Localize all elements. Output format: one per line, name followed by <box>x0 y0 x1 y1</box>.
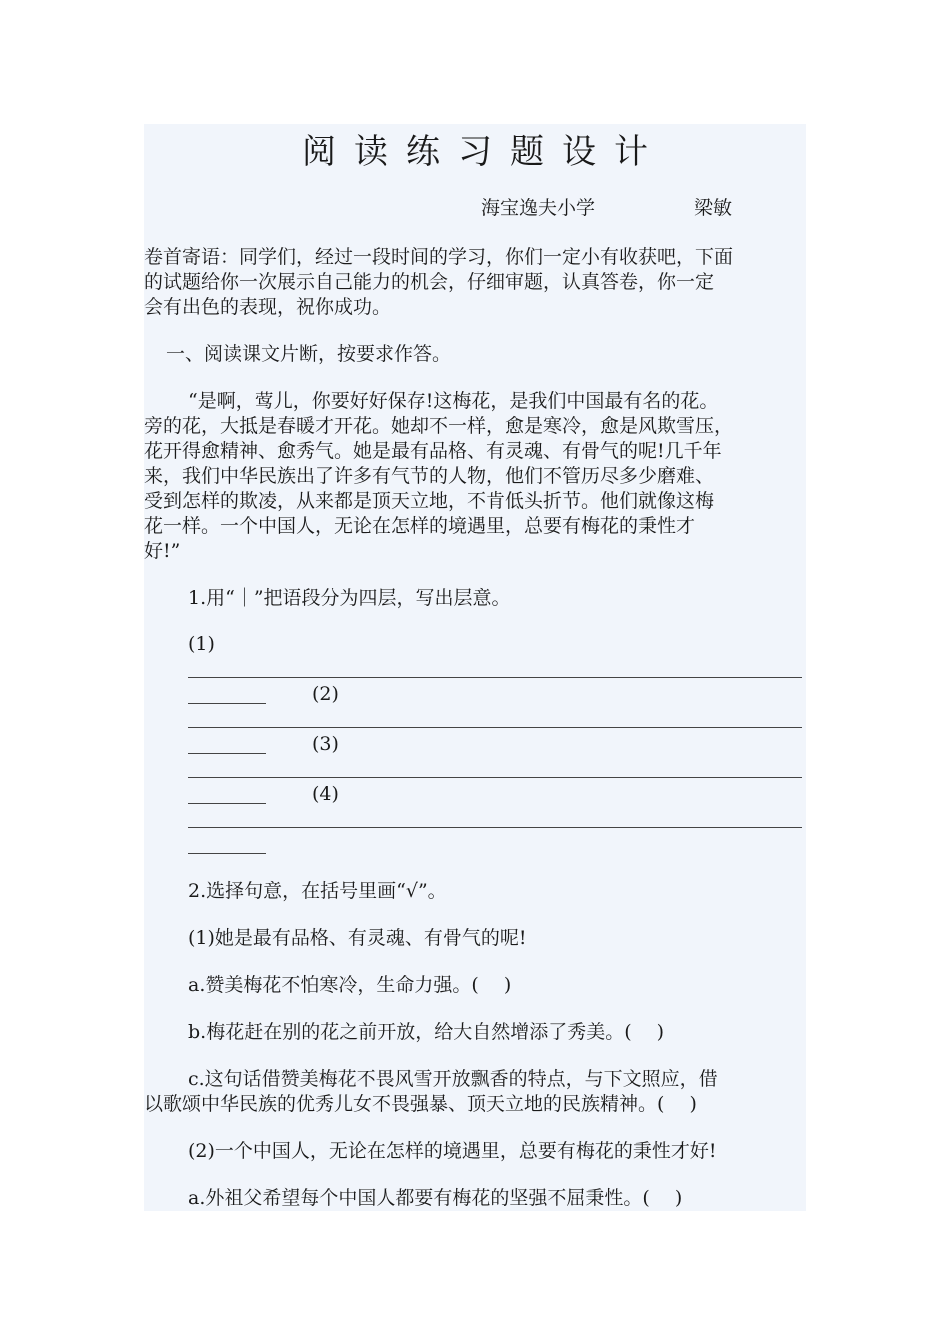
passage-line: 好!” <box>144 540 181 562</box>
answer-blank-2[interactable] <box>188 727 802 728</box>
option-a2[interactable]: a.外祖父希望每个中国人都要有梅花的坚强不屈秉性。( ) <box>188 1187 683 1209</box>
blank-label-1: (1) <box>188 633 215 655</box>
intro-line: 会有出色的表现，祝你成功。 <box>144 296 392 318</box>
question-2: 2.选择句意，在括号里画“√”。 <box>188 880 447 902</box>
passage-line: 花开得愈精神、愈秀气。她是最有品格、有灵魂、有骨气的呢!几千年 <box>144 440 722 462</box>
option-b1[interactable]: b.梅花赶在别的花之前开放，给大自然增添了秀美。( ) <box>188 1021 665 1043</box>
question-1: 1.用“｜”把语段分为四层，写出层意。 <box>188 587 511 609</box>
sub-question-2: (2)一个中国人，无论在怎样的境遇里，总要有梅花的秉性才好! <box>188 1140 717 1162</box>
passage-line: 花一样。一个中国人，无论在怎样的境遇里，总要有梅花的秉性才 <box>144 515 696 537</box>
answer-blank-2-end[interactable] <box>188 753 266 754</box>
document-title: 阅读练习题设计 <box>302 132 666 172</box>
answer-blank-1[interactable] <box>188 677 802 678</box>
author-name: 梁敏 <box>694 197 733 219</box>
passage-line: “是啊，莺儿，你要好好保存!这梅花，是我们中国最有名的花。 <box>188 390 719 412</box>
option-a1[interactable]: a.赞美梅花不怕寒冷，生命力强。( ) <box>188 974 512 996</box>
intro-line: 卷首寄语：同学们，经过一段时间的学习，你们一定小有收获吧，下面 <box>144 246 734 268</box>
answer-blank-3-end[interactable] <box>188 803 266 804</box>
passage-line: 旁的花，大抵是春暖才开花。她却不一样，愈是寒冷，愈是风欺雪压， <box>144 415 734 437</box>
intro-line: 的试题给你一次展示自己能力的机会，仔细审题，认真答卷，你一定 <box>144 271 715 293</box>
answer-blank-3[interactable] <box>188 777 802 778</box>
passage-line: 来，我们中华民族出了许多有气节的人物，他们不管历尽多少磨难、 <box>144 465 715 487</box>
answer-blank-1-end[interactable] <box>188 703 266 704</box>
blank-label-3: (3) <box>312 733 339 755</box>
section-heading: 一、阅读课文片断，按要求作答。 <box>166 343 452 365</box>
document-page <box>144 124 806 1211</box>
blank-label-2: (2) <box>312 683 339 705</box>
option-c1[interactable]: c.这句话借赞美梅花不畏风雪开放飘香的特点，与下文照应，借 <box>188 1068 718 1090</box>
answer-blank-4-end[interactable] <box>188 853 266 854</box>
passage-line: 受到怎样的欺凌，从来都是顶天立地，不肯低头折节。他们就像这梅 <box>144 490 715 512</box>
sub-question-1: (1)她是最有品格、有灵魂、有骨气的呢! <box>188 927 527 949</box>
school-name: 海宝逸夫小学 <box>481 197 596 219</box>
option-c1-cont[interactable]: 以歌颂中华民族的优秀儿女不畏强暴、顶天立地的民族精神。( ) <box>144 1093 697 1115</box>
answer-blank-4[interactable] <box>188 827 802 828</box>
blank-label-4: (4) <box>312 783 339 805</box>
